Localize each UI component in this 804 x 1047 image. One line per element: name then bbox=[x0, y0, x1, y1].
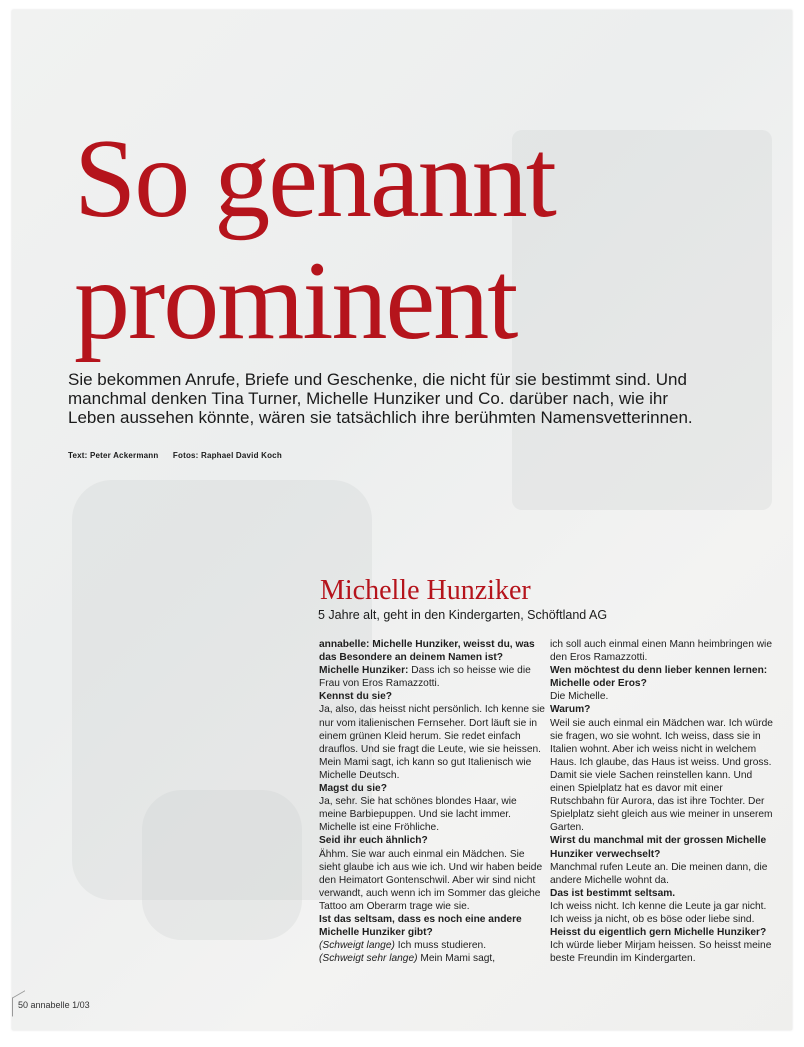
credit-photos: Fotos: Raphael David Koch bbox=[172, 451, 282, 460]
interview-question: Magst du sie? bbox=[319, 783, 387, 795]
interview-answer: ich soll auch einmal einen Mann heimbringen wie den Eros Ramazzotti. bbox=[550, 639, 772, 664]
magazine-issue: annabelle 1/03 bbox=[30, 1000, 90, 1010]
interview-column-left bbox=[319, 638, 545, 965]
title-line-2: prominent bbox=[74, 239, 517, 363]
person-subtitle: 5 Jahre alt, geht in den Kindergarten, Schöftland AG bbox=[318, 608, 608, 622]
interview-answer: Michelle Hunziker: Dass ich so heisse wie die Frau von Eros Ramazzotti. bbox=[319, 665, 531, 690]
magazine-page bbox=[12, 10, 792, 1030]
interview-question: Warum? bbox=[550, 704, 591, 716]
title-line-1: So genannt bbox=[74, 117, 555, 241]
interview-question: Ist das seltsam, dass es noch eine andere Michelle Hunziker gibt? bbox=[319, 913, 522, 939]
interview-answer: Ich weiss nicht. Ich kenne die Leute ja gar nicht. Ich weiss ja nicht, ob es böse oder liebe sind. bbox=[550, 900, 767, 925]
lead-paragraph: Sie bekommen Anrufe, Briefe und Geschenke, die nicht für sie bestimmt sind. Und manchmal denken Tina Turner, Michelle Hunziker und Co. darüber nach, wie ihr Leben aussehen könnte, wären sie tatsächlich ihre berühmten Namensvetterinnen. bbox=[68, 370, 693, 427]
person-name: Michelle Hunziker bbox=[320, 575, 531, 606]
interview-question: annabelle: Michelle Hunziker, weisst du, was das Besondere an deinem Namen ist? bbox=[319, 639, 535, 664]
credits bbox=[68, 451, 282, 460]
interview-question: Seid ihr euch ähnlich? bbox=[319, 835, 428, 847]
interview-answer: (Schweigt sehr lange) Mein Mami sagt, bbox=[319, 953, 496, 965]
background-texture bbox=[142, 790, 302, 940]
interview-question: Kennst du sie? bbox=[319, 691, 393, 703]
interview-question: Wen möchtest du denn lieber kennen lernen: Michelle oder Eros? bbox=[550, 665, 768, 690]
interview-answer: Ich würde lieber Mirjam heissen. So heisst meine beste Freundin im Kindergarten. bbox=[550, 940, 772, 965]
interview-question: Heisst du eigentlich gern Michelle Hunziker? bbox=[550, 927, 767, 939]
interview-answer: Ja, sehr. Sie hat schönes blondes Haar, wie meine Barbiepuppen. Und sie lacht immer. Michelle ist eine Fröhliche. bbox=[319, 796, 517, 834]
interview-question: Das ist bestimmt seltsam. bbox=[550, 887, 676, 899]
interview-answer: Ähhm. Sie war auch einmal ein Mädchen. Sie sieht glaube ich aus wie ich. Und wir haben beide den Heimatort Gontenschwil. Aber wir sind nicht verwandt, auch wenn ich im Sommer das gleiche Tattoo am Oberarm trage wie sie. bbox=[319, 848, 543, 912]
credit-text: Text: Peter Ackermann bbox=[68, 451, 159, 460]
interview-answer: Die Michelle. bbox=[550, 691, 609, 703]
interview-answer: Ja, also, das heisst nicht persönlich. Ich kenne sie nur vom italienischen Fernseher. Dort läuft sie in einem grünen Kleid herum. Sie redet einfach drauflos. Und sie fragt die Leute, wie sie heissen. Mein Mami sagt, ich kann so gut Italienisch wie Michelle Deutsch. bbox=[319, 704, 545, 781]
interview-answer: Weil sie auch einmal ein Mädchen war. Ich würde sie fragen, wo sie wohnt. Ich weiss, dass sie in Italien wohnt. Aber ich weiss nicht in welchem Haus. Ich glaube, das Haus ist weiss. Und gross. Damit sie viele Sachen reinstellen kann. Und einen Spielplatz hat es davor mit einer Rutschbahn für Aurora, das ist ihre Tochter. Der Spielplatz sieht gleich aus wie meiner in unserem Garten. bbox=[550, 717, 773, 834]
article-title bbox=[74, 118, 555, 362]
interview-question: Wirst du manchmal mit der grossen Michelle Hunziker verwechselt? bbox=[550, 835, 767, 860]
interview-column-right bbox=[550, 638, 776, 965]
interview-answer: Manchmal rufen Leute an. Die meinen dann, die andere Michelle wohnt da. bbox=[550, 861, 768, 886]
page-footer bbox=[18, 1000, 90, 1010]
page-number: 50 bbox=[18, 1000, 29, 1010]
interview-answer: (Schweigt lange) Ich muss studieren. bbox=[319, 940, 487, 952]
